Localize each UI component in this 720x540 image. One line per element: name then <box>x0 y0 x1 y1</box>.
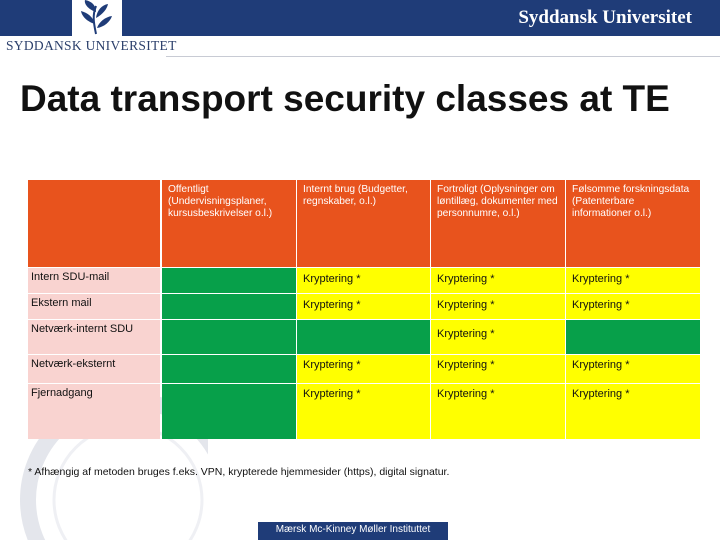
slide-title: Data transport security classes at TE <box>20 78 670 119</box>
table-corner-cell <box>28 180 160 267</box>
cell-fjernadgang-offentligt <box>162 384 296 439</box>
row-label-ekstern-mail: Ekstern mail <box>28 294 160 319</box>
cell-netvaerk-eksternt-foelsomme: Kryptering * <box>566 355 700 383</box>
cell-netvaerk-eksternt-internt: Kryptering * <box>297 355 430 383</box>
sdu-logo-wordmark: SYDDANSK UNIVERSITET <box>6 38 177 53</box>
cell-ekstern-mail-internt: Kryptering * <box>297 294 430 319</box>
cell-netvaerk-internt-internt <box>297 320 430 354</box>
cell-fjernadgang-foelsomme: Kryptering * <box>566 384 700 439</box>
column-header-foelsomme: Følsomme forskningsdata (Patenterbare informationer o.l.) <box>566 180 700 267</box>
column-header-offentligt: Offentligt (Undervisningsplaner, kursusbeskrivelser o.l.) <box>162 180 296 267</box>
cell-netvaerk-internt-fortroligt: Kryptering * <box>431 320 565 354</box>
university-name: Syddansk Universitet <box>518 7 692 28</box>
cell-intern-mail-foelsomme: Kryptering * <box>566 268 700 293</box>
row-label-netvaerk-internt: Netværk-internt SDU <box>28 320 160 354</box>
cell-ekstern-mail-fortroligt: Kryptering * <box>431 294 565 319</box>
cell-ekstern-mail-foelsomme: Kryptering * <box>566 294 700 319</box>
row-label-intern-sdu-mail: Intern SDU-mail <box>28 268 160 293</box>
row-label-netvaerk-eksternt: Netværk-eksternt <box>28 355 160 383</box>
cell-fjernadgang-internt: Kryptering * <box>297 384 430 439</box>
column-header-internt-brug: Internt brug (Budgetter, regnskaber, o.l.) <box>297 180 430 267</box>
cell-intern-mail-fortroligt: Kryptering * <box>431 268 565 293</box>
cell-intern-mail-internt: Kryptering * <box>297 268 430 293</box>
cell-fjernadgang-fortroligt: Kryptering * <box>431 384 565 439</box>
cell-netvaerk-eksternt-fortroligt: Kryptering * <box>431 355 565 383</box>
column-header-fortroligt: Fortroligt (Oplysninger om løntillæg, dokumenter med personnumre, o.l.) <box>431 180 565 267</box>
cell-netvaerk-internt-offentligt <box>162 320 296 354</box>
cell-ekstern-mail-offentligt <box>162 294 296 319</box>
cell-netvaerk-eksternt-offentligt <box>162 355 296 383</box>
cell-intern-mail-offentligt <box>162 268 296 293</box>
row-label-fjernadgang: Fjernadgang <box>28 384 160 439</box>
footnote-text: * Afhængig af metoden bruges f.eks. VPN, krypterede hjemmesider (https), digital signatur. <box>28 466 450 478</box>
cell-netvaerk-internt-foelsomme <box>566 320 700 354</box>
footer-institute-bar: Mærsk Mc-Kinney Møller Instituttet <box>258 522 448 540</box>
